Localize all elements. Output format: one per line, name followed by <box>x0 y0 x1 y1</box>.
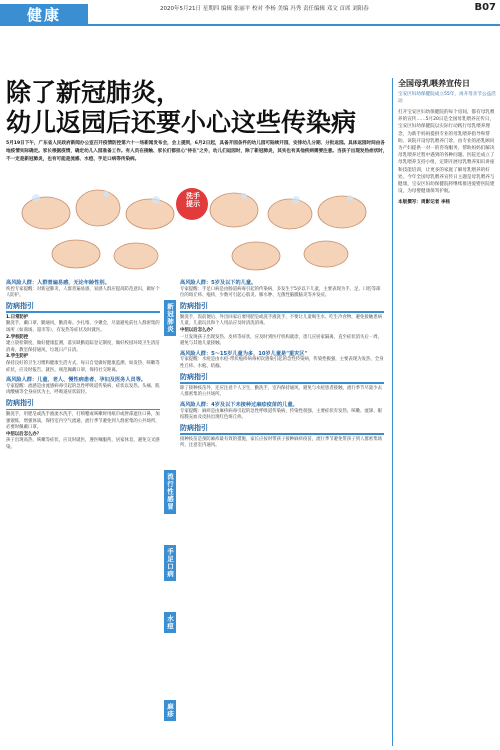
divider <box>6 409 160 411</box>
col1-item2-text: 建立晨检制度，做好健康监测，落实缺勤追踪登记制度，做好校园环境卫生清洁消毒，教室保持通风，垃圾日产日清。 <box>6 341 160 353</box>
col2-expert2-note: 专家提醒：水痘是由水痘-带状疱疹病毒初次感染引起的急性传染病，传染性极强，主要表现为发热、全身性丘疹、水疱、结痂。 <box>180 357 384 370</box>
col2-guide-tag-3: 防病指引 <box>180 423 208 432</box>
issue-info: 2020年5月21日 星期四 编辑 张丽平 校对 李杨 美编 冯秀 责任编辑 邓文 首席 刘阳春 <box>160 6 369 12</box>
tag-chickenpox: 水痘 <box>164 612 176 633</box>
col2-risk3-title: 高风险人群：4岁及以下未接种过麻疹疫苗的儿童。 <box>180 401 298 408</box>
headline <box>6 78 386 138</box>
col2-expert1-note: 专家提醒：手足口病是由肠道病毒引起的传染病，多发生于5岁以下儿童，主要表现为手、足、口腔等部位的斑丘疹、疱疹，少数可引起心肌炎、肺水肿、无菌性脑膜脑炎等并发症。 <box>180 286 381 299</box>
page-number: B07 <box>474 2 496 13</box>
col2-guide-tag-2: 防病指引 <box>180 372 208 381</box>
col1-item5-text: 孩子出现高热、咳嗽等症状，应及时就医，遵医嘱服药，居家休息，避免交叉感染。 <box>6 438 160 451</box>
col1-item3-title: 3.学生防护 <box>6 354 29 360</box>
col1-risk-title: 高风险人群：人群普遍易感，无论年龄性别。 <box>6 280 110 286</box>
col2-item1-text: 勤洗手，饭前便后、外出回家后要用肥皂或洗手液洗手，不要让儿童喝生水、吃生冷食物，避免接触患病儿童，儿童玩具和个人用品应及时清洗消毒。 <box>180 314 382 327</box>
col2-item2-title: 中招以后怎么办？ <box>180 328 216 334</box>
headline-line1: 除了新冠肺炎， <box>6 78 182 107</box>
col2-item2-text: 一旦发现孩子出现发热、皮疹等症状，应及时到医疗机构就诊，患儿应居家隔离，直至症状消失后一周，避免与其他儿童接触。 <box>180 334 382 347</box>
tag-measles: 麻疹 <box>164 700 176 721</box>
col1-guide-tag-2: 防病指引 <box>6 399 34 407</box>
headline-line2: 幼儿返园后还要小心这些传染病 <box>6 108 357 137</box>
col1-expert2-note: 专家提醒：流感是由流感病毒引起的急性呼吸道传染病，症状以发热、头痛、肌肉酸痛等全身症状为主，呼吸道症状较轻。 <box>6 383 160 396</box>
tag-covid: 新冠肺炎 <box>164 300 176 336</box>
section-title: 健康 <box>0 4 88 26</box>
handwashing-illustration <box>6 168 386 274</box>
right-article-title: 全国母乳喂养宣传日 <box>398 79 470 88</box>
column-2 <box>180 280 384 450</box>
col2-risk1-title: 高风险人群：5岁及以下的儿童。 <box>180 280 257 286</box>
col1-item3-text: 保持良好的卫生习惯和健康生活方式，每日自觉做好健康监测，如发热、咳嗽等症状，应及时报告，就医。规范佩戴口罩，保持社交距离。 <box>6 361 160 373</box>
col2-item3-text: 除了接种疫苗外，还应注意个人卫生，勤洗手，室内保持通风，避免与水痘患者接触，流行季节尽量少去人群密集的公共场所。 <box>180 385 382 398</box>
divider <box>6 311 160 313</box>
col1-expert-note: 疾控专家提醒：对新冠肺炎，人群普遍易感，易感人群应提高防范意识，做好个人防护。 <box>6 286 160 299</box>
right-article-body: 打开宝安区妇幼保健院的每个房间，都有母乳喂养的宣传……5月20日是全国母乳喂养宣传日，宝安区妇幼保健院以实际行动践行母乳喂养理念，为新手妈妈提供专业的母乳喂养指导和帮助。该院开设母乳喂养门诊，由专业的泌乳顾问为产妇提供一对一的咨询服务，帮助妈妈们解决母乳喂养过程中遇到的各种问题。医院还成立了母乳喂养支持小组，定期开展母乳喂养知识讲座和技能培训，让更多的家庭了解母乳喂养的好处。今年全国母乳喂养宣传日主题是母乳喂养与健康，宝安区妇幼保健院将继续推进爱婴医院建设，为母婴健康保驾护航。 <box>398 110 495 195</box>
divider <box>180 382 384 384</box>
divider <box>180 433 384 435</box>
col2-risk2-title: 高风险人群：5～15岁儿童为多，10岁儿童是"重灾区" <box>180 350 308 357</box>
right-article <box>398 78 498 205</box>
col1-item1-title: 1.日常防护 <box>6 314 29 320</box>
header-rule <box>0 24 500 26</box>
col1-item2-title: 2.学校防控 <box>6 334 29 340</box>
tag-hfmd: 手足口病 <box>164 545 176 581</box>
handwash-badge: 洗手 提示 <box>186 192 200 208</box>
right-article-subtitle: 宝安区妇幼保健院成立55年，再开母亲节公益活动 <box>398 92 496 104</box>
col1-item4-text: 勤洗手，用肥皂或洗手液流水洗手，打喷嚏或咳嗽时用纸巾或肘部遮住口鼻，加强锻炼，增强体质，保持室内空气流通，流行季节避免到人群密集的公共场所，必要时佩戴口罩。 <box>6 412 160 431</box>
col2-expert3-note: 专家提醒：麻疹是由麻疹病毒引起的急性呼吸道传染病，传染性很强，主要症状有发热、咳嗽、流涕、眼结膜充血及皮肤出现红色斑丘疹。 <box>180 408 382 421</box>
col1-item1-text: 勤洗手，戴口罩，勤通风，勤消毒。少扎堆、少聚会，尽量避免前往人群密集的场所（如商场、超市等），有发热等症状及时就医。 <box>6 321 160 334</box>
col1-guide-tag: 防病指引 <box>6 301 34 310</box>
col2-item4-text: 接种疫苗是预防麻疹最有效的措施，家长应按时带孩子接种麻疹疫苗，流行季节避免带孩子到人群密集场所，注意室内通风。 <box>180 436 382 449</box>
divider <box>180 311 384 313</box>
column-1 <box>6 280 160 452</box>
col1-risk2-title: 高风险人群：儿童、老人、慢性病患者、孕妇及医务人员等。 <box>6 377 147 384</box>
col1-item5-title: 中招以后怎么办？ <box>6 431 42 437</box>
byline: 本版撰写：周影记者 李杨 <box>398 200 451 206</box>
lead-paragraph: 5月19日下午，广东省人民政府新闻办公室召开疫情防控第六十一场新闻发布会，会上提到，6月2日起，具备开园条件的幼儿园可陆续开园，安排幼儿分期、分批返园。具体返园时间由各地疫情实际确定。家长根据疫情，确定幼儿入园准备工作。有人员在接触、家长们都担心"待在"之外，幼儿们返园时，除了新冠肺炎，其实也有其他疾病需要注意。当孩子出现发热症状时，不一定是新冠肺炎，也有可能是流感、水痘、手足口病等传染病。 <box>6 141 388 162</box>
column-divider <box>392 78 393 746</box>
tag-flu: 流行性感冒 <box>164 470 176 514</box>
col2-guide-tag-1: 防病指引 <box>180 301 208 310</box>
